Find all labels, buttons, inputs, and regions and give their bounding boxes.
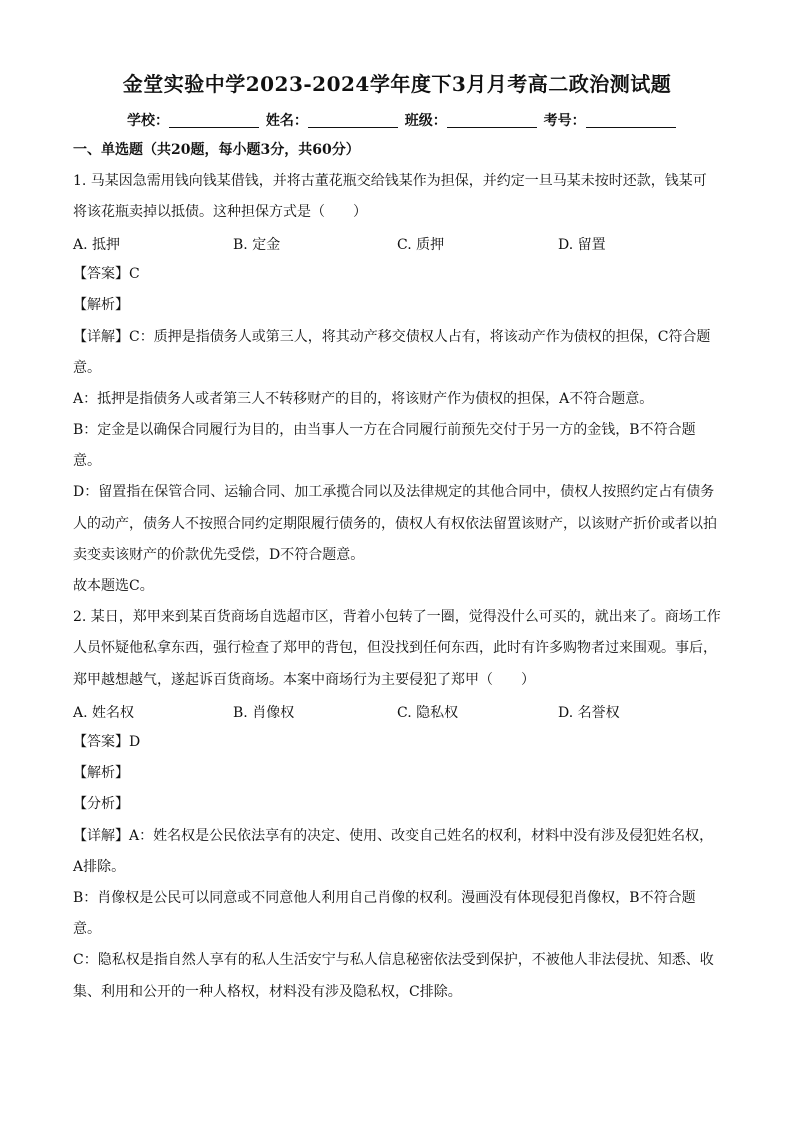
class-label: 班级： (404, 113, 447, 129)
q2-explanation-c: 集、利用和公开的一种人格权，材料没有涉及隐私权，C排除。 (73, 984, 462, 1000)
q2-answer: 【答案】D (73, 734, 141, 750)
q1-stem-line: 1. 马某因急需用钱向钱某借钱，并将古董花瓶交给钱某作为担保，并约定一旦马某未按时还款，钱某可 (73, 173, 707, 189)
number-label: 考号： (543, 113, 586, 129)
class-blank[interactable] (447, 113, 537, 128)
q2-explanation-b: 意。 (73, 921, 101, 937)
q1-explanation-d: 卖变卖该财产的价款优先受偿，D不符合题意。 (73, 547, 365, 563)
number-blank[interactable] (586, 113, 676, 128)
q1-explanation-d: D：留置指在保管合同、运输合同、加工承揽合同以及法律规定的其他合同中，债权人按照约定占有债务 (73, 484, 715, 500)
q1-option-b: B. 定金 (233, 237, 281, 253)
q2-detail-line: A排除。 (73, 859, 126, 875)
q1-detail-line: 【详解】C：质押是指债务人或第三人，将其动产移交债权人占有，将该动产作为债权的担保，C符合题 (73, 329, 711, 345)
q2-option-a: A. 姓名权 (73, 705, 135, 721)
student-info-line (127, 110, 678, 130)
q1-answer: 【答案】C (73, 266, 140, 282)
q2-stem-line: 2. 某日，郑甲来到某百货商场自选超市区，背着小包转了一圈，觉得没什么可买的，就出来了。商场工作 (73, 609, 721, 625)
q1-analysis-label: 【解析】 (73, 297, 129, 313)
q1-detail-line: 意。 (73, 360, 101, 376)
name-label: 姓名： (265, 113, 308, 129)
q2-stem-line: 郑甲越想越气，遂起诉百货商场。本案中商场行为主要侵犯了郑甲（ ） (73, 672, 535, 688)
q2-stem-line: 人员怀疑他私拿东西，强行检查了郑甲的背包，但没找到任何东西，此时有许多购物者过来围观。事后， (73, 640, 717, 656)
q1-conclusion: 故本题选C。 (73, 578, 154, 594)
school-blank[interactable] (169, 113, 259, 128)
q1-explanation-a: A：抵押是指债务人或者第三人不转移财产的目的，将该财产作为债权的担保，A不符合题意。 (73, 391, 654, 407)
q2-fenxi-label: 【分析】 (73, 796, 129, 812)
q1-option-d: D. 留置 (558, 237, 606, 253)
q1-stem-line: 将该花瓶卖掉以抵债。这种担保方式是（ ） (73, 204, 367, 220)
q1-option-a: A. 抵押 (73, 237, 121, 253)
q1-explanation-b: 意。 (73, 453, 101, 469)
q2-option-c: C. 隐私权 (397, 705, 459, 721)
q2-analysis-label: 【解析】 (73, 765, 129, 781)
name-blank[interactable] (308, 113, 398, 128)
exam-title: 金堂实验中学2023-2024学年度下3月月考高二政治测试题 (122, 72, 672, 96)
q1-explanation-d: 人的动产，债务人不按照合同约定期限履行债务的，债权人有权依法留置该财产，以该财产折价或者以拍 (73, 516, 717, 532)
school-label: 学校： (127, 113, 169, 129)
q2-option-b: B. 肖像权 (233, 705, 295, 721)
q2-explanation-c: C：隐私权是指自然人享有的私人生活安宁与私人信息秘密依法受到保护，不被他人非法侵扰、知悉、收 (73, 952, 714, 968)
q1-explanation-b: B：定金是以确保合同履行为目的，由当事人一方在合同履行前预先交付于另一方的金钱，B不符合题 (73, 422, 696, 438)
q2-option-d: D. 名誉权 (558, 705, 620, 721)
section-heading: 一、单选题（共20题，每小题3分，共60分） (73, 142, 360, 158)
q1-option-c: C. 质押 (397, 237, 445, 253)
q2-detail-line: 【详解】A：姓名权是公民依法享有的决定、使用、改变自己姓名的权利，材料中没有涉及侵犯姓名权， (73, 828, 714, 844)
q2-explanation-b: B：肖像权是公民可以同意或不同意他人利用自己肖像的权利。漫画没有体现侵犯肖像权，B不符合题 (73, 890, 696, 906)
